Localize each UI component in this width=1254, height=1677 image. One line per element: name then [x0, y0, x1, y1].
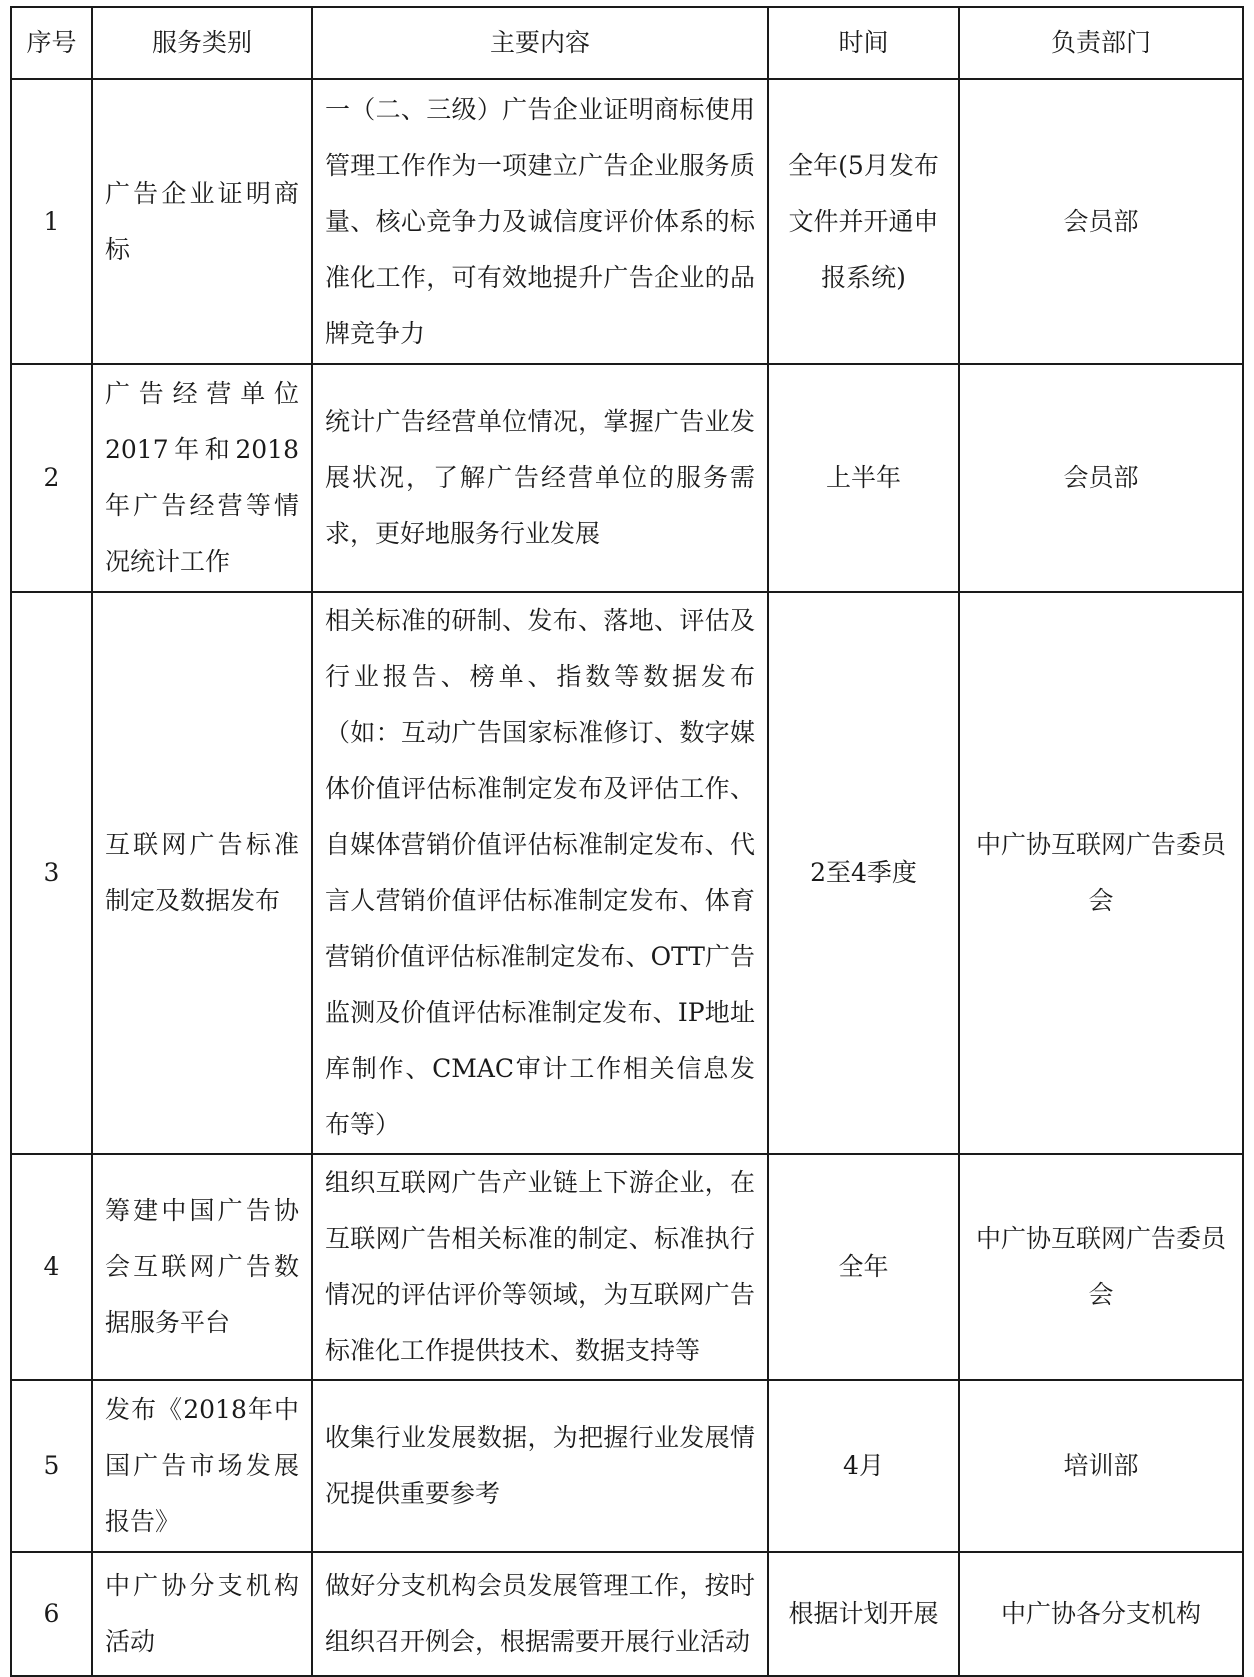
table-row	[11, 1154, 1243, 1380]
table-row	[11, 1380, 1243, 1552]
cell-num: 1	[11, 79, 92, 364]
cell-time: 上半年	[768, 364, 959, 592]
cell-time: 全年(5月发布文件并开通申报系统)	[768, 79, 959, 364]
cell-num: 5	[11, 1380, 92, 1552]
header-category: 服务类别	[92, 7, 312, 79]
cell-content: 做好分支机构会员发展管理工作，按时组织召开例会，根据需要开展行业活动	[312, 1552, 768, 1676]
table-row	[11, 1552, 1243, 1676]
table-row	[11, 79, 1243, 364]
cell-num: 4	[11, 1154, 92, 1380]
cell-time: 4月	[768, 1380, 959, 1552]
cell-content: 收集行业发展数据，为把握行业发展情况提供重要参考	[312, 1380, 768, 1552]
table-row	[11, 592, 1243, 1154]
cell-time: 2至4季度	[768, 592, 959, 1154]
cell-category: 发布《2018年中国广告市场发展报告》	[92, 1380, 312, 1552]
cell-category: 中广协分支机构活动	[92, 1552, 312, 1676]
cell-time: 全年	[768, 1154, 959, 1380]
cell-dept: 中广协互联网广告委员会	[959, 592, 1243, 1154]
cell-category: 筹建中国广告协会互联网广告数据服务平台	[92, 1154, 312, 1380]
cell-dept: 培训部	[959, 1380, 1243, 1552]
header-content: 主要内容	[312, 7, 768, 79]
cell-category: 互联网广告标准制定及数据发布	[92, 592, 312, 1154]
cell-content: 组织互联网广告产业链上下游企业，在互联网广告相关标准的制定、标准执行情况的评估评价等领域，为互联网广告标准化工作提供技术、数据支持等	[312, 1154, 768, 1380]
header-dept: 负责部门	[959, 7, 1243, 79]
header-time: 时间	[768, 7, 959, 79]
cell-num: 6	[11, 1552, 92, 1676]
cell-num: 2	[11, 364, 92, 592]
header-num: 序号	[11, 7, 92, 79]
table-row	[11, 364, 1243, 592]
cell-dept: 会员部	[959, 79, 1243, 364]
cell-time: 根据计划开展	[768, 1552, 959, 1676]
cell-category: 广告经营单位2017年和2018年广告经营等情况统计工作	[92, 364, 312, 592]
cell-dept: 中广协各分支机构	[959, 1552, 1243, 1676]
cell-content: 一（二、三级）广告企业证明商标使用管理工作作为一项建立广告企业服务质量、核心竞争力及诚信度评价体系的标准化工作，可有效地提升广告企业的品牌竞争力	[312, 79, 768, 364]
cell-dept: 中广协互联网广告委员会	[959, 1154, 1243, 1380]
cell-category: 广告企业证明商标	[92, 79, 312, 364]
header-row	[11, 7, 1243, 79]
cell-content: 相关标准的研制、发布、落地、评估及行业报告、榜单、指数等数据发布（如：互动广告国家标准修订、数字媒体价值评估标准制定发布及评估工作、自媒体营销价值评估标准制定发布、代言人营销价值评估标准制定发布、体育营销价值评估标准制定发布、OTT广告监测及价值评估标准制定发布、IP地址库制作、CMAC审计工作相关信息发布等）	[312, 592, 768, 1154]
cell-content: 统计广告经营单位情况，掌握广告业发展状况，了解广告经营单位的服务需求，更好地服务行业发展	[312, 364, 768, 592]
cell-dept: 会员部	[959, 364, 1243, 592]
cell-num: 3	[11, 592, 92, 1154]
service-table	[10, 6, 1244, 1677]
